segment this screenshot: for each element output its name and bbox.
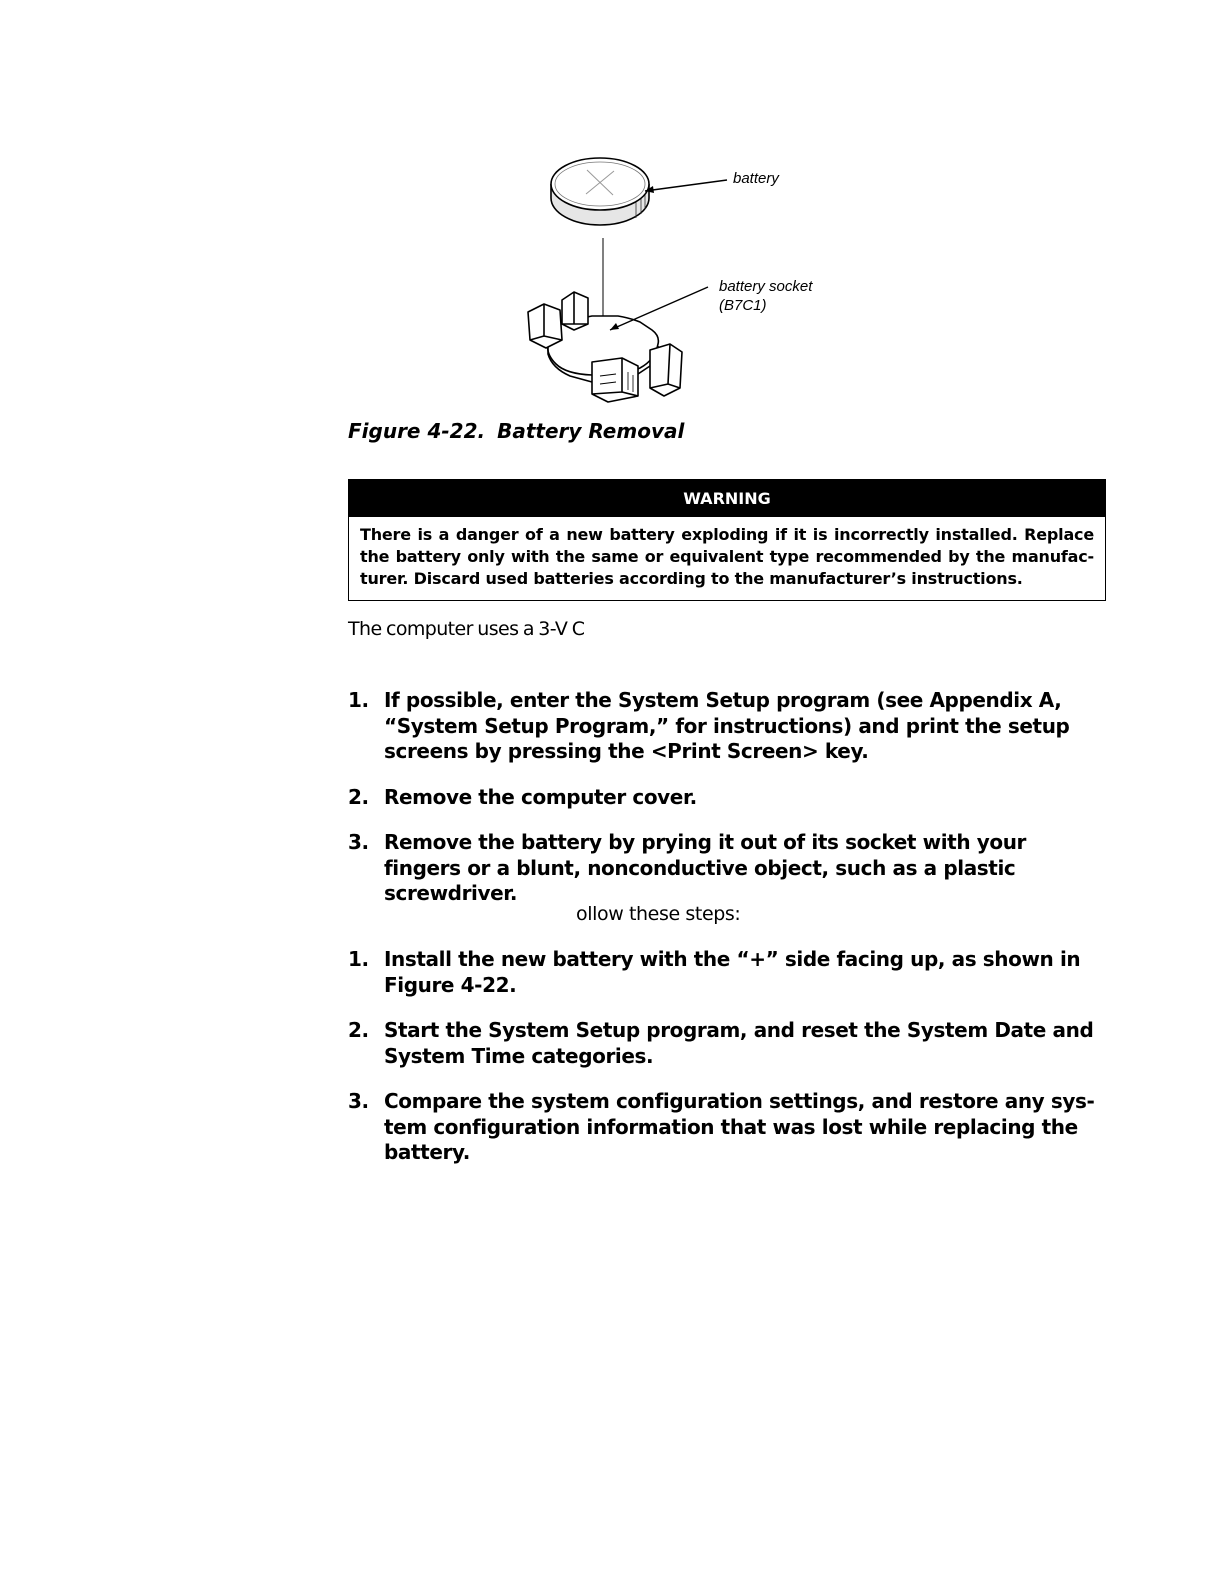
step-number: 3. xyxy=(348,1089,369,1113)
step-text: Install the new battery with the “+” side facing up, as shown in Figure 4-22. xyxy=(384,947,1081,997)
figure-number: Figure 4-22. xyxy=(348,419,486,443)
battery-removal-figure xyxy=(500,140,860,415)
step-text: Start the System Setup program, and reset the System Date and System Time categories. xyxy=(384,1018,1094,1068)
install-steps-list xyxy=(348,947,1108,1186)
list-item xyxy=(348,688,1108,765)
step-text: Remove the computer cover. xyxy=(384,784,697,809)
warning-box xyxy=(348,479,1106,601)
removal-steps-list xyxy=(348,688,1108,927)
step-text: If possible, enter the System Setup program (see Appendix A, “System Setup Program,” for instructions) and print the setup screens by pressing the <Print Screen> key. xyxy=(384,688,1070,763)
figure-caption xyxy=(348,418,684,444)
list-item xyxy=(348,947,1108,998)
figure-title: Battery Removal xyxy=(497,419,685,443)
step-number: 2. xyxy=(348,1018,369,1042)
battery-label: battery xyxy=(733,170,779,187)
step-text: Compare the system configuration settings, and restore any sys-tem configuration information that was lost while replacing the battery. xyxy=(384,1089,1095,1164)
warning-heading: WARNING xyxy=(349,480,1105,517)
battery-socket-id-label: (B7C1) xyxy=(719,297,767,314)
list-item xyxy=(348,1089,1108,1166)
step-number: 3. xyxy=(348,830,369,854)
battery-icon xyxy=(551,158,649,225)
intro-paragraph: The computer uses a 3-V C xyxy=(348,618,585,640)
list-item xyxy=(348,830,1108,907)
step-number: 1. xyxy=(348,947,369,971)
warning-text: There is a danger of a new battery exploding if it is incorrectly installed. Replace the battery only with the same or equivalent type recommended by the manufac-turer. Discard used batteries according to the manufacturer’s instructions. xyxy=(360,525,1094,588)
list-item xyxy=(348,1018,1108,1069)
step-number: 2. xyxy=(348,784,369,809)
mid-paragraph: ollow these steps: xyxy=(576,903,741,925)
step-number: 1. xyxy=(348,688,369,712)
battery-socket-label: battery socket xyxy=(719,278,813,295)
list-item xyxy=(348,785,1108,811)
step-text: Remove the battery by prying it out of its socket with your fingers or a blunt, nonconductive object, such as a plastic screwdriver. xyxy=(384,830,1026,905)
